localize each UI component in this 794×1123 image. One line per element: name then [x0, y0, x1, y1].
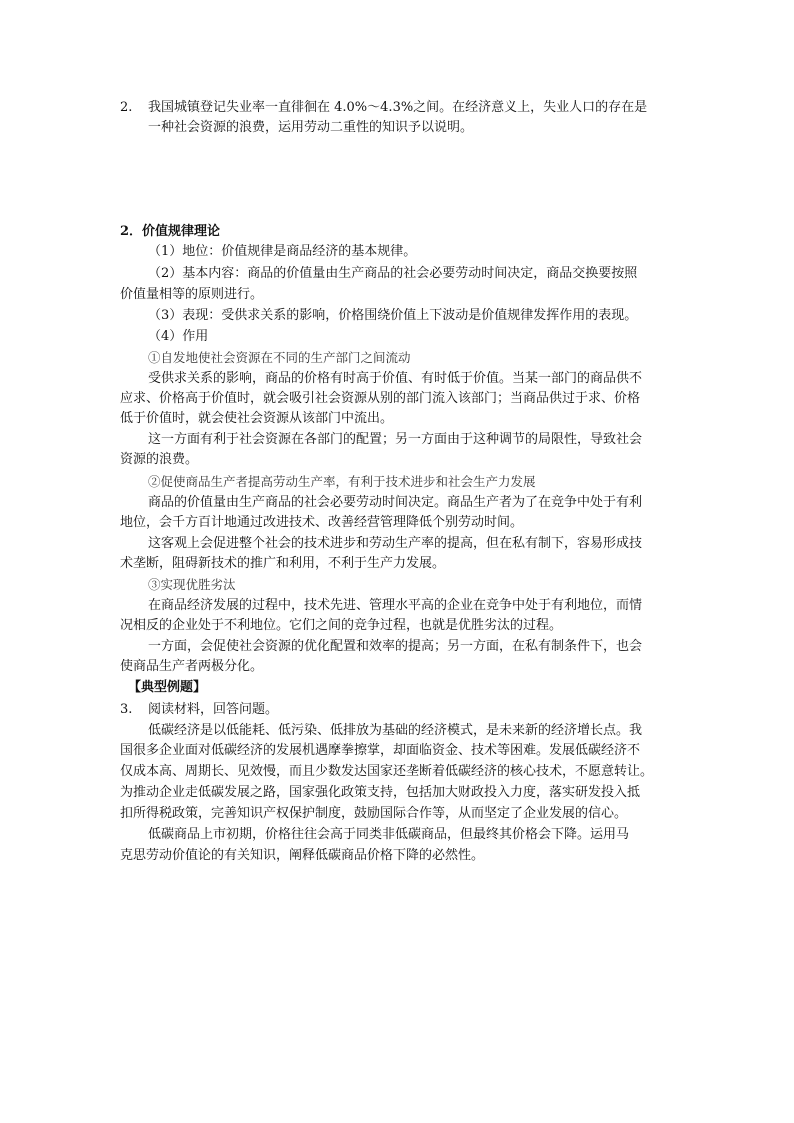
effect-2-para-b-line-2: 术垄断，阻碍新技术的推广和利用，不利于生产力发展。 [120, 556, 446, 571]
effect-3-para-b-line-1: 一方面，会促使社会资源的优化配置和效率的提高；另一方面，在私有制条件下，也会 [148, 639, 643, 654]
material-2-line-2: 克思劳动价值论的有关知识，阐释低碳商品价格下降的必然性。 [120, 848, 485, 863]
material-1-line-2: 国很多企业面对低碳经济的发展机遇摩拳擦掌，却面临资金、技术等困难。发展低碳经济不 [120, 743, 641, 758]
material-2-line-1: 低碳商品上市初期，价格往往会高于同类非低碳商品，但最终其价格会下降。运用马 [148, 827, 630, 842]
effect-2-para-b-line-1: 这客观上会促进整个社会的技术进步和劳动生产率的提高，但在私有制下，容易形成技 [148, 536, 643, 551]
effect-3-para-b-line-2: 使商品生产者两极分化。 [120, 659, 264, 674]
point-3: （3）表现：受供求关系的影响，价格围绕价值上下波动是价值规律发挥作用的表现。 [148, 308, 638, 323]
material-1-line-4: 为推动企业走低碳发展之路，国家强化政策支持，包括加大财政投入力度，落实研发投入抵 [120, 785, 641, 800]
effect-3-para-a-line-1: 在商品经济发展的过程中，技术先进、管理水平高的企业在竞争中处于有利地位，而情 [148, 598, 643, 613]
point-1: （1）地位：价值规律是商品经济的基本规律。 [148, 244, 417, 259]
question-3-number: 3. [120, 702, 133, 717]
effect-3-para-a-line-2: 况相反的企业处于不利地位。它们之间的竞争过程，也就是优胜劣汰的过程。 [120, 618, 563, 633]
effect-1-para-a-line-2: 应求、价格高于价值时，就会吸引社会资源从别的部门流入该部门；当商品供过于求、价格 [120, 391, 641, 406]
question-3-intro: 阅读材料，回答问题。 [148, 702, 279, 717]
point-2-line-1: （2）基本内容：商品的价值量由生产商品的社会必要劳动时间决定，商品交换要按照 [148, 266, 638, 281]
effect-1-title: ①自发地使社会资源在不同的生产部门之间流动 [148, 350, 411, 365]
material-1-line-1: 低碳经济是以低能耗、低污染、低排放为基础的经济模式，是未来新的经济增长点。我 [148, 723, 643, 738]
effect-1-para-a-line-1: 受供求关系的影响，商品的价格有时高于价值、有时低于价值。当某一部门的商品供不 [148, 371, 643, 386]
material-1-line-5: 扣所得税政策，完善知识产权保护制度，鼓励国际合作等，从而坚定了企业发展的信心。 [120, 806, 628, 821]
effect-2-para-a-line-2: 地位，会千方百计地通过改进技术、改善经营管理降低个别劳动时间。 [120, 515, 524, 530]
question-2-number: 2. [120, 100, 133, 115]
question-2-line-2: 一种社会资源的浪费，运用劳动二重性的知识予以说明。 [148, 120, 474, 135]
effect-1-para-a-line-3: 低于价值时，就会使社会资源从该部门中流出。 [120, 411, 394, 426]
point-4: （4）作用 [148, 329, 209, 344]
effect-2-para-a-line-1: 商品的价值量由生产商品的社会必要劳动时间决定。商品生产者为了在竞争中处于有利 [148, 495, 643, 510]
effect-2-title: ②促使商品生产者提高劳动生产率，有利于技术进步和社会生产力发展 [148, 474, 536, 489]
material-1-line-3: 仅成本高、周期长、见效慢，而且少数发达国家还垄断着低碳经济的核心技术，不愿意转让。 [120, 764, 654, 779]
examples-heading: 【典型例题】 [128, 680, 207, 695]
point-2-line-2: 价值量相等的原则进行。 [120, 287, 264, 302]
section-heading: 2．价值规律理论 [120, 224, 221, 239]
effect-1-para-b-line-2: 资源的浪费。 [120, 452, 199, 467]
effect-1-para-b-line-1: 这一方面有利于社会资源在各部门的配置；另一方面由于这种调节的局限性，导致社会 [148, 432, 643, 447]
effect-3-title: ③实现优胜劣汰 [148, 577, 236, 592]
question-2-line-1: 我国城镇登记失业率一直徘徊在 4.0%～4.3%之间。在经济意义上，失业人口的存在是 [148, 100, 648, 115]
